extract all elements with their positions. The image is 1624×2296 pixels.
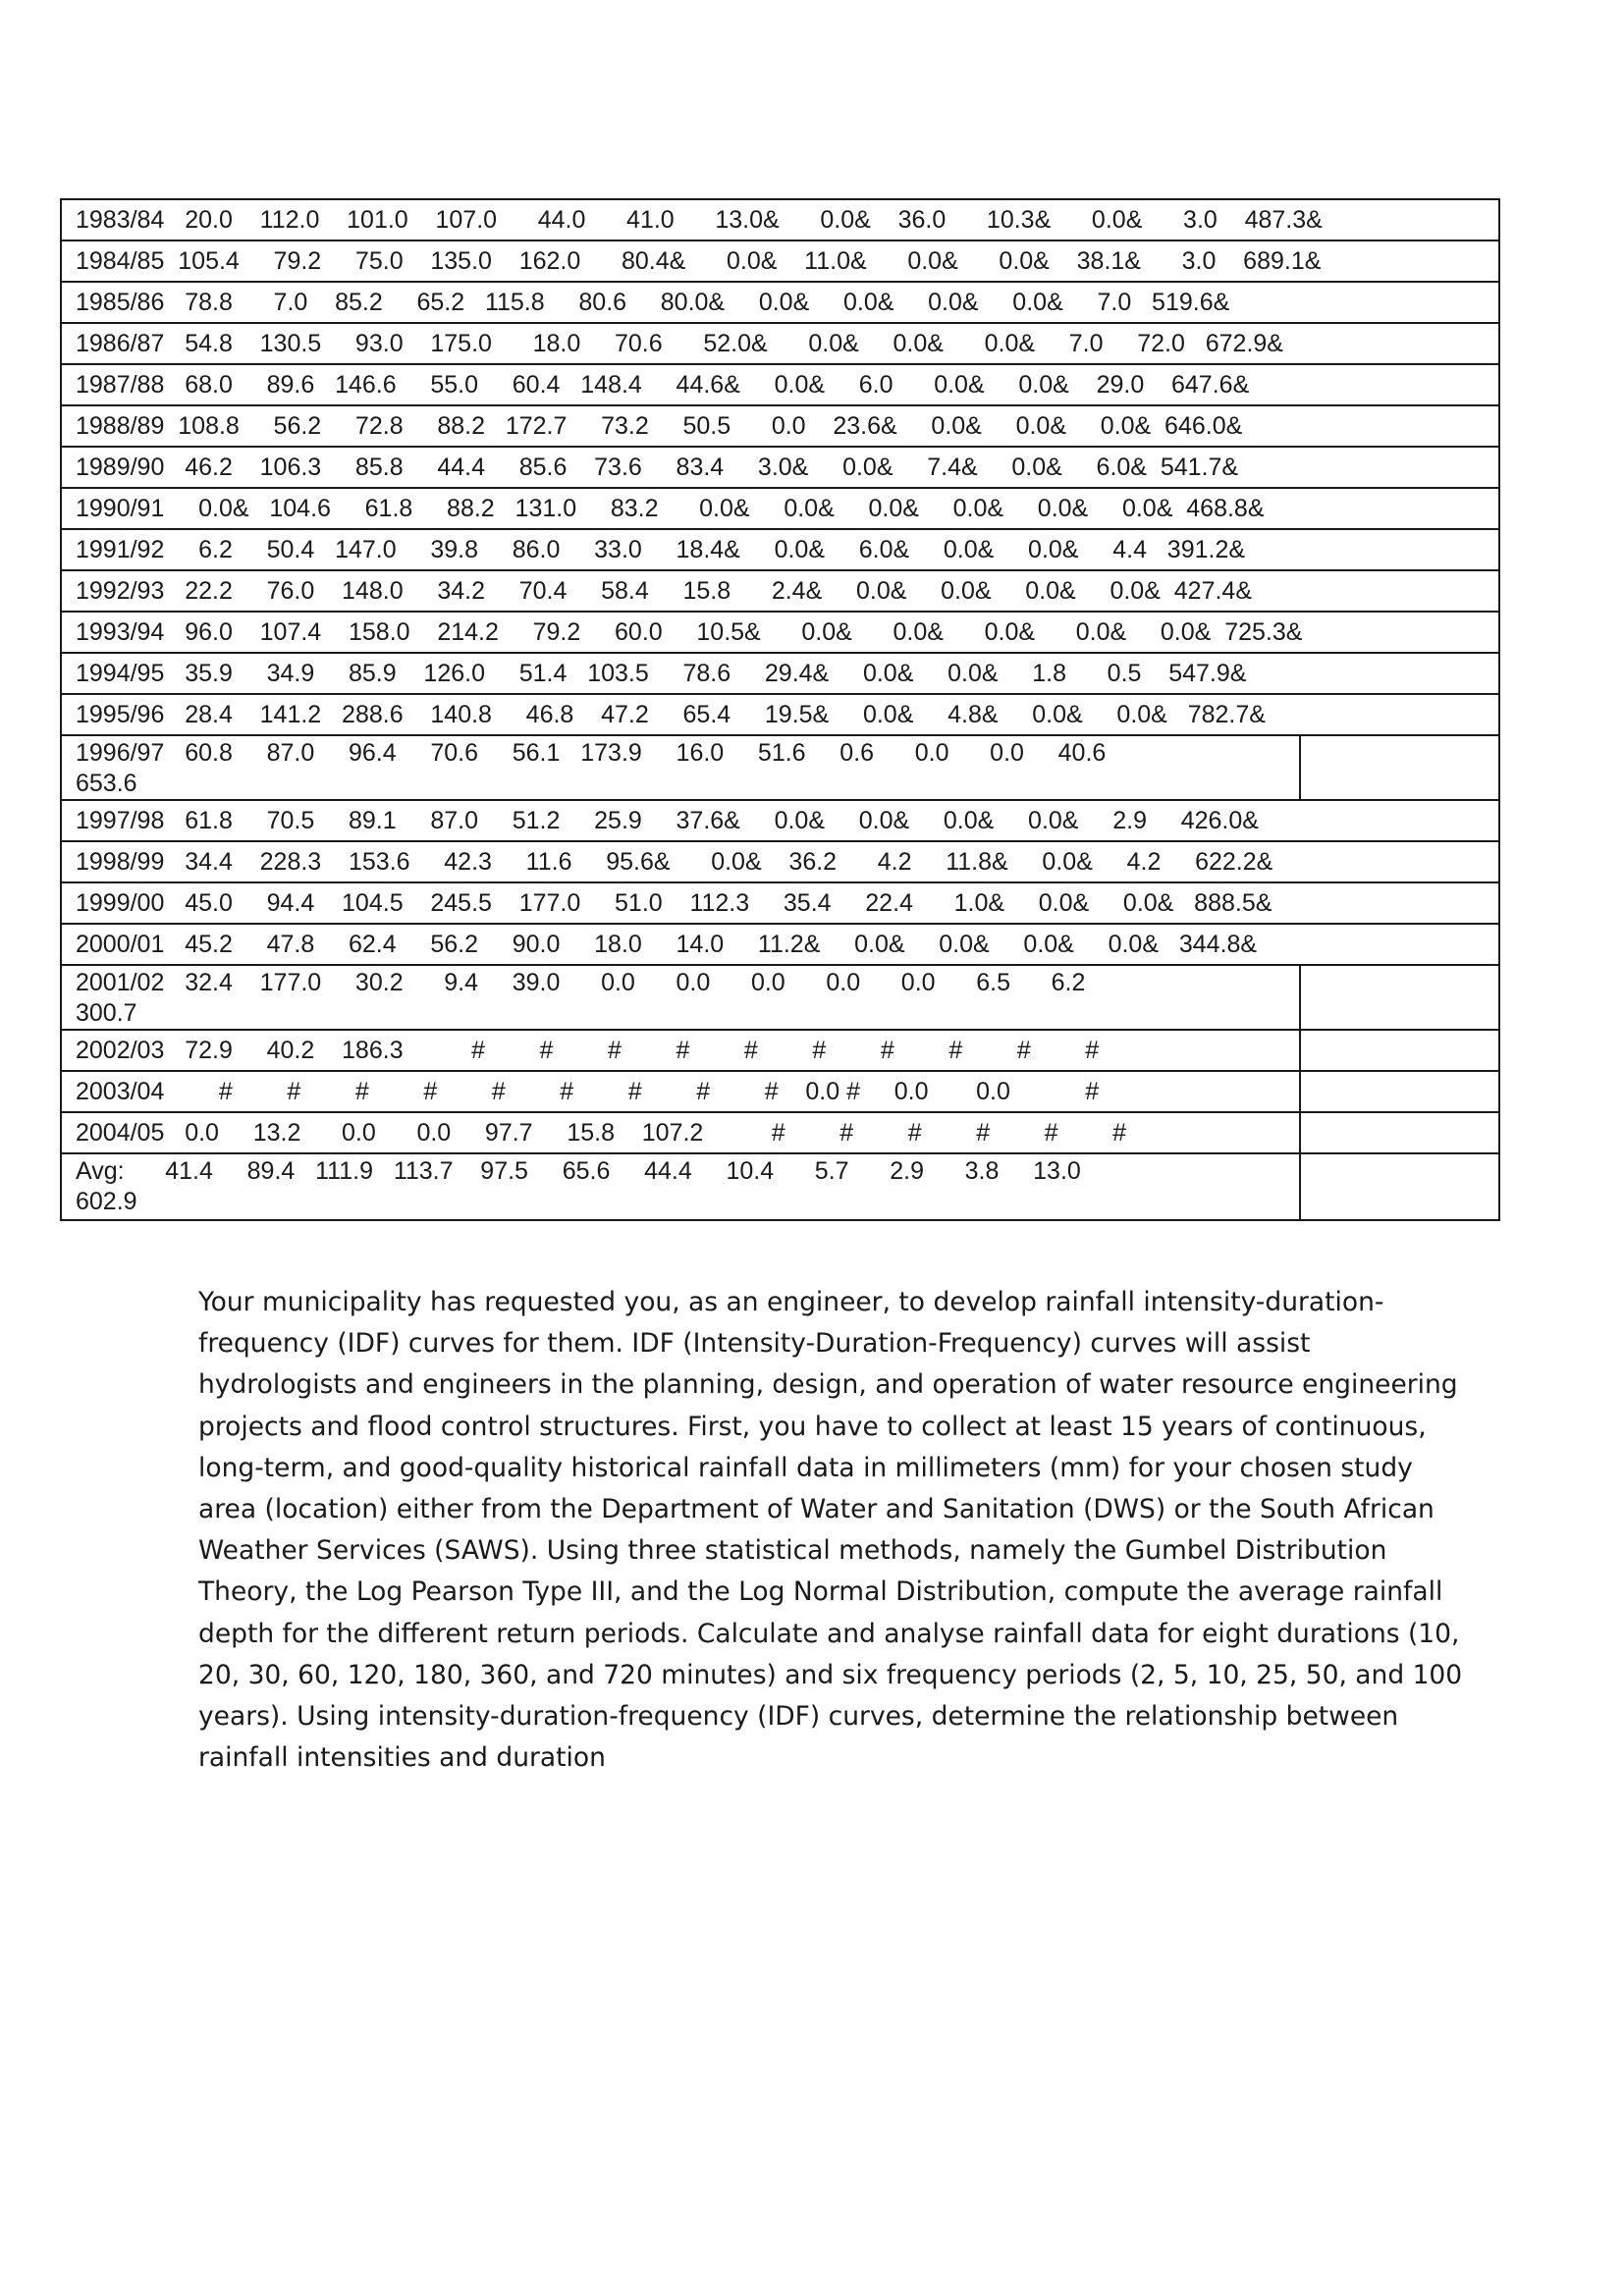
row-values: 1989/90 46.2 106.3 85.8 44.4 85.6 73.6 83.4 3.0& 0.0& 7.4& 0.0& 6.0& 541.7& [76, 454, 1239, 481]
row-values: 2004/05 0.0 13.2 0.0 0.0 97.7 15.8 107.2 # # # # # # [76, 1119, 1127, 1147]
row-values: 1999/00 45.0 94.4 104.5 245.5 177.0 51.0 112.3 35.4 22.4 1.0& 0.0& 0.0& 888.5& [76, 889, 1272, 917]
table-row [62, 365, 1498, 406]
row-total-wrapped: 653.6 [76, 770, 137, 797]
paragraph-line: projects and flood control structures. First, you have to collect at least 15 years of continuous, [198, 1411, 1427, 1442]
empty-cell [1299, 1072, 1301, 1111]
table-row [62, 200, 1498, 241]
row-values: 1992/93 22.2 76.0 148.0 34.2 70.4 58.4 15.8 2.4& 0.0& 0.0& 0.0& 0.0& 427.4& [76, 577, 1252, 605]
empty-cell [1299, 736, 1301, 799]
empty-cell [1299, 1113, 1301, 1152]
row-values: 1987/88 68.0 89.6 146.6 55.0 60.4 148.4 44.6& 0.0& 6.0 0.0& 0.0& 29.0 647.6& [76, 371, 1250, 399]
paragraph-line: frequency (IDF) curves for them. IDF (Intensity-Duration-Frequency) curves will assist [198, 1328, 1311, 1360]
row-values: 1986/87 54.8 130.5 93.0 175.0 18.0 70.6 52.0& 0.0& 0.0& 0.0& 7.0 72.0 672.9& [76, 330, 1283, 357]
paragraph-line: hydrologists and engineers in the planning, design, and operation of water resource engineering [198, 1369, 1458, 1401]
table-row [62, 324, 1498, 365]
empty-cell [1299, 1154, 1301, 1219]
table-row [62, 613, 1498, 654]
table-row [62, 883, 1498, 925]
table-row [62, 571, 1498, 613]
table-row [62, 406, 1498, 448]
empty-cell [1299, 966, 1301, 1029]
table-row [62, 966, 1498, 1031]
table-row [62, 1113, 1498, 1154]
table-row [62, 448, 1498, 489]
table-row [62, 283, 1498, 324]
row-values: 1988/89 108.8 56.2 72.8 88.2 172.7 73.2 50.5 0.0 23.6& 0.0& 0.0& 0.0& 646.0& [76, 412, 1243, 440]
rainfall-table [60, 198, 1500, 1221]
paragraph-line: 20, 30, 60, 120, 180, 360, and 720 minutes) and six frequency periods (2, 5, 10, 25, 50, and 100 [198, 1659, 1463, 1690]
row-values: 1998/99 34.4 228.3 153.6 42.3 11.6 95.6& 0.0& 36.2 4.2 11.8& 0.0& 4.2 622.2& [76, 848, 1273, 876]
paragraph-line: depth for the different return periods. Calculate and analyse rainfall data for eight durations (10, [198, 1618, 1460, 1649]
paragraph-line: years). Using intensity-duration-frequency (IDF) curves, determine the relationship between [198, 1701, 1399, 1733]
row-total-wrapped: 300.7 [76, 999, 137, 1027]
paragraph-line: Theory, the Log Pearson Type III, and the Log Normal Distribution, compute the average rainfall [198, 1576, 1443, 1608]
row-values: 1997/98 61.8 70.5 89.1 87.0 51.2 25.9 37.6& 0.0& 0.0& 0.0& 0.0& 2.9 426.0& [76, 807, 1259, 834]
table-row [62, 736, 1498, 801]
row-values: Avg: 41.4 89.4 111.9 113.7 97.5 65.6 44.4 10.4 5.7 2.9 3.8 13.0 [76, 1157, 1081, 1185]
table-row [62, 241, 1498, 283]
table-row [62, 530, 1498, 571]
row-values: 2000/01 45.2 47.8 62.4 56.2 90.0 18.0 14.0 11.2& 0.0& 0.0& 0.0& 0.0& 344.8& [76, 931, 1258, 958]
assignment-paragraph [198, 1282, 1465, 1779]
row-total-wrapped: 602.9 [76, 1188, 137, 1215]
table-row [62, 925, 1498, 966]
row-values: 1995/96 28.4 141.2 288.6 140.8 46.8 47.2 65.4 19.5& 0.0& 4.8& 0.0& 0.0& 782.7& [76, 701, 1266, 728]
row-values: 1985/86 78.8 7.0 85.2 65.2 115.8 80.6 80.0& 0.0& 0.0& 0.0& 0.0& 7.0 519.6& [76, 289, 1230, 316]
paragraph-line: long-term, and good-quality historical rainfall data in millimeters (mm) for your chosen study [198, 1452, 1413, 1483]
row-values: 2002/03 72.9 40.2 186.3 # # # # # # # # # # [76, 1037, 1100, 1064]
empty-cell [1299, 1031, 1301, 1070]
paragraph-line: Weather Services (SAWS). Using three statistical methods, namely the Gumbel Distribution [198, 1535, 1387, 1567]
paragraph-line: area (location) either from the Department of Water and Sanitation (DWS) or the South African [198, 1494, 1435, 1525]
row-values: 1993/94 96.0 107.4 158.0 214.2 79.2 60.0 10.5& 0.0& 0.0& 0.0& 0.0& 0.0& 725.3& [76, 618, 1303, 646]
row-values: 1990/91 0.0& 104.6 61.8 88.2 131.0 83.2 0.0& 0.0& 0.0& 0.0& 0.0& 0.0& 468.8& [76, 495, 1265, 522]
table-row [62, 1072, 1498, 1113]
table-row [62, 489, 1498, 530]
row-values: 1991/92 6.2 50.4 147.0 39.8 86.0 33.0 18.4& 0.0& 6.0& 0.0& 0.0& 4.4 391.2& [76, 536, 1246, 563]
row-values: 1984/85 105.4 79.2 75.0 135.0 162.0 80.4& 0.0& 11.0& 0.0& 0.0& 38.1& 3.0 689.1& [76, 247, 1322, 275]
paragraph-line: Your municipality has requested you, as an engineer, to develop rainfall intensity-duration- [198, 1287, 1384, 1317]
paragraph-line: rainfall intensities and duration [198, 1742, 606, 1774]
row-values: 2001/02 32.4 177.0 30.2 9.4 39.0 0.0 0.0 0.0 0.0 0.0 6.5 6.2 [76, 969, 1086, 996]
row-values: 1994/95 35.9 34.9 85.9 126.0 51.4 103.5 78.6 29.4& 0.0& 0.0& 1.8 0.5 547.9& [76, 660, 1247, 687]
table-row-average [62, 1154, 1498, 1219]
row-values: 2003/04 # # # # # # # # # 0.0 # 0.0 0.0 # [76, 1078, 1100, 1105]
row-values: 1983/84 20.0 112.0 101.0 107.0 44.0 41.0 13.0& 0.0& 36.0 10.3& 0.0& 3.0 487.3& [76, 206, 1323, 234]
table-row [62, 801, 1498, 842]
table-row [62, 1031, 1498, 1072]
row-values: 1996/97 60.8 87.0 96.4 70.6 56.1 173.9 16.0 51.6 0.6 0.0 0.0 40.6 [76, 739, 1107, 767]
table-row [62, 695, 1498, 736]
table-row [62, 654, 1498, 695]
table-row [62, 842, 1498, 883]
